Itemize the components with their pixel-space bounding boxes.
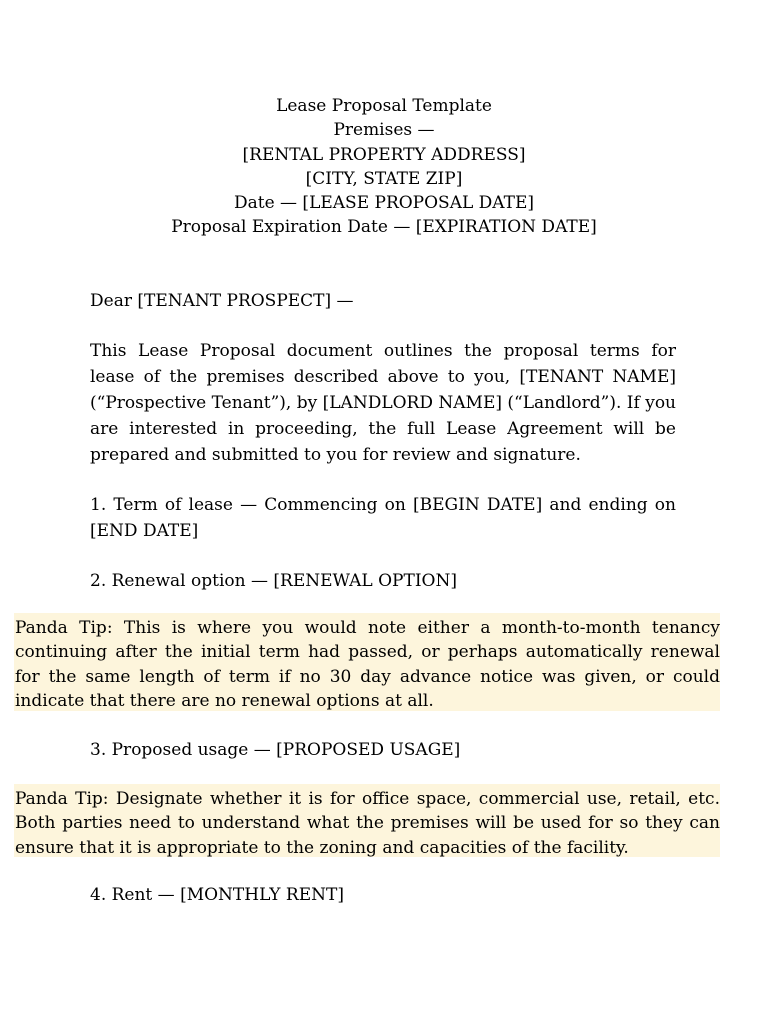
proposal-date: Date — [LEASE PROPOSAL DATE] [233, 193, 535, 214]
property-address: [RENTAL PROPERTY ADDRESS] [242, 144, 526, 165]
salutation: Dear [TENANT PROSPECT] — [90, 291, 354, 311]
expiration-date: Proposal Expiration Date — [EXPIRATION DATE] [171, 217, 597, 238]
document-header [0, 94, 768, 240]
intro-paragraph: This Lease Proposal document outlines the proposal terms for lease of the premises described above to you, [TENANT NAME] (“Prospective Tenant”), by [LANDLORD NAME] (“Landlord”). If you are interested in proceeding, the full Lease Agreement will be prepared and submitted to you for review and signature. [90, 341, 676, 465]
panda-tip-usage: Panda Tip: Designate whether it is for office space, commercial use, retail, etc. Both parties need to understand what the premises will be used for so they can ensure that it is appropriate to the zoning and capacities of the facility. [14, 784, 720, 857]
document-title: Lease Proposal Template [276, 96, 492, 116]
term-of-lease-item: 1. Term of lease — Commencing on [BEGIN DATE] and ending on [END DATE] [90, 495, 676, 541]
renewal-option-item: 2. Renewal option — [RENEWAL OPTION] [90, 571, 457, 591]
premises-label: Premises — [333, 120, 435, 141]
panda-tip-renewal: Panda Tip: This is where you would note either a month-to-month tenancy continuing after the initial term had passed, or perhaps automatically renewal for the same length of term if no 30 day advance notice was given, or could indicate that there are no renewal options at all. [14, 613, 720, 711]
proposed-usage-item: 3. Proposed usage — [PROPOSED USAGE] [90, 740, 461, 760]
city-state-zip: [CITY, STATE ZIP] [305, 168, 463, 189]
rent-item: 4. Rent — [MONTHLY RENT] [90, 885, 344, 905]
